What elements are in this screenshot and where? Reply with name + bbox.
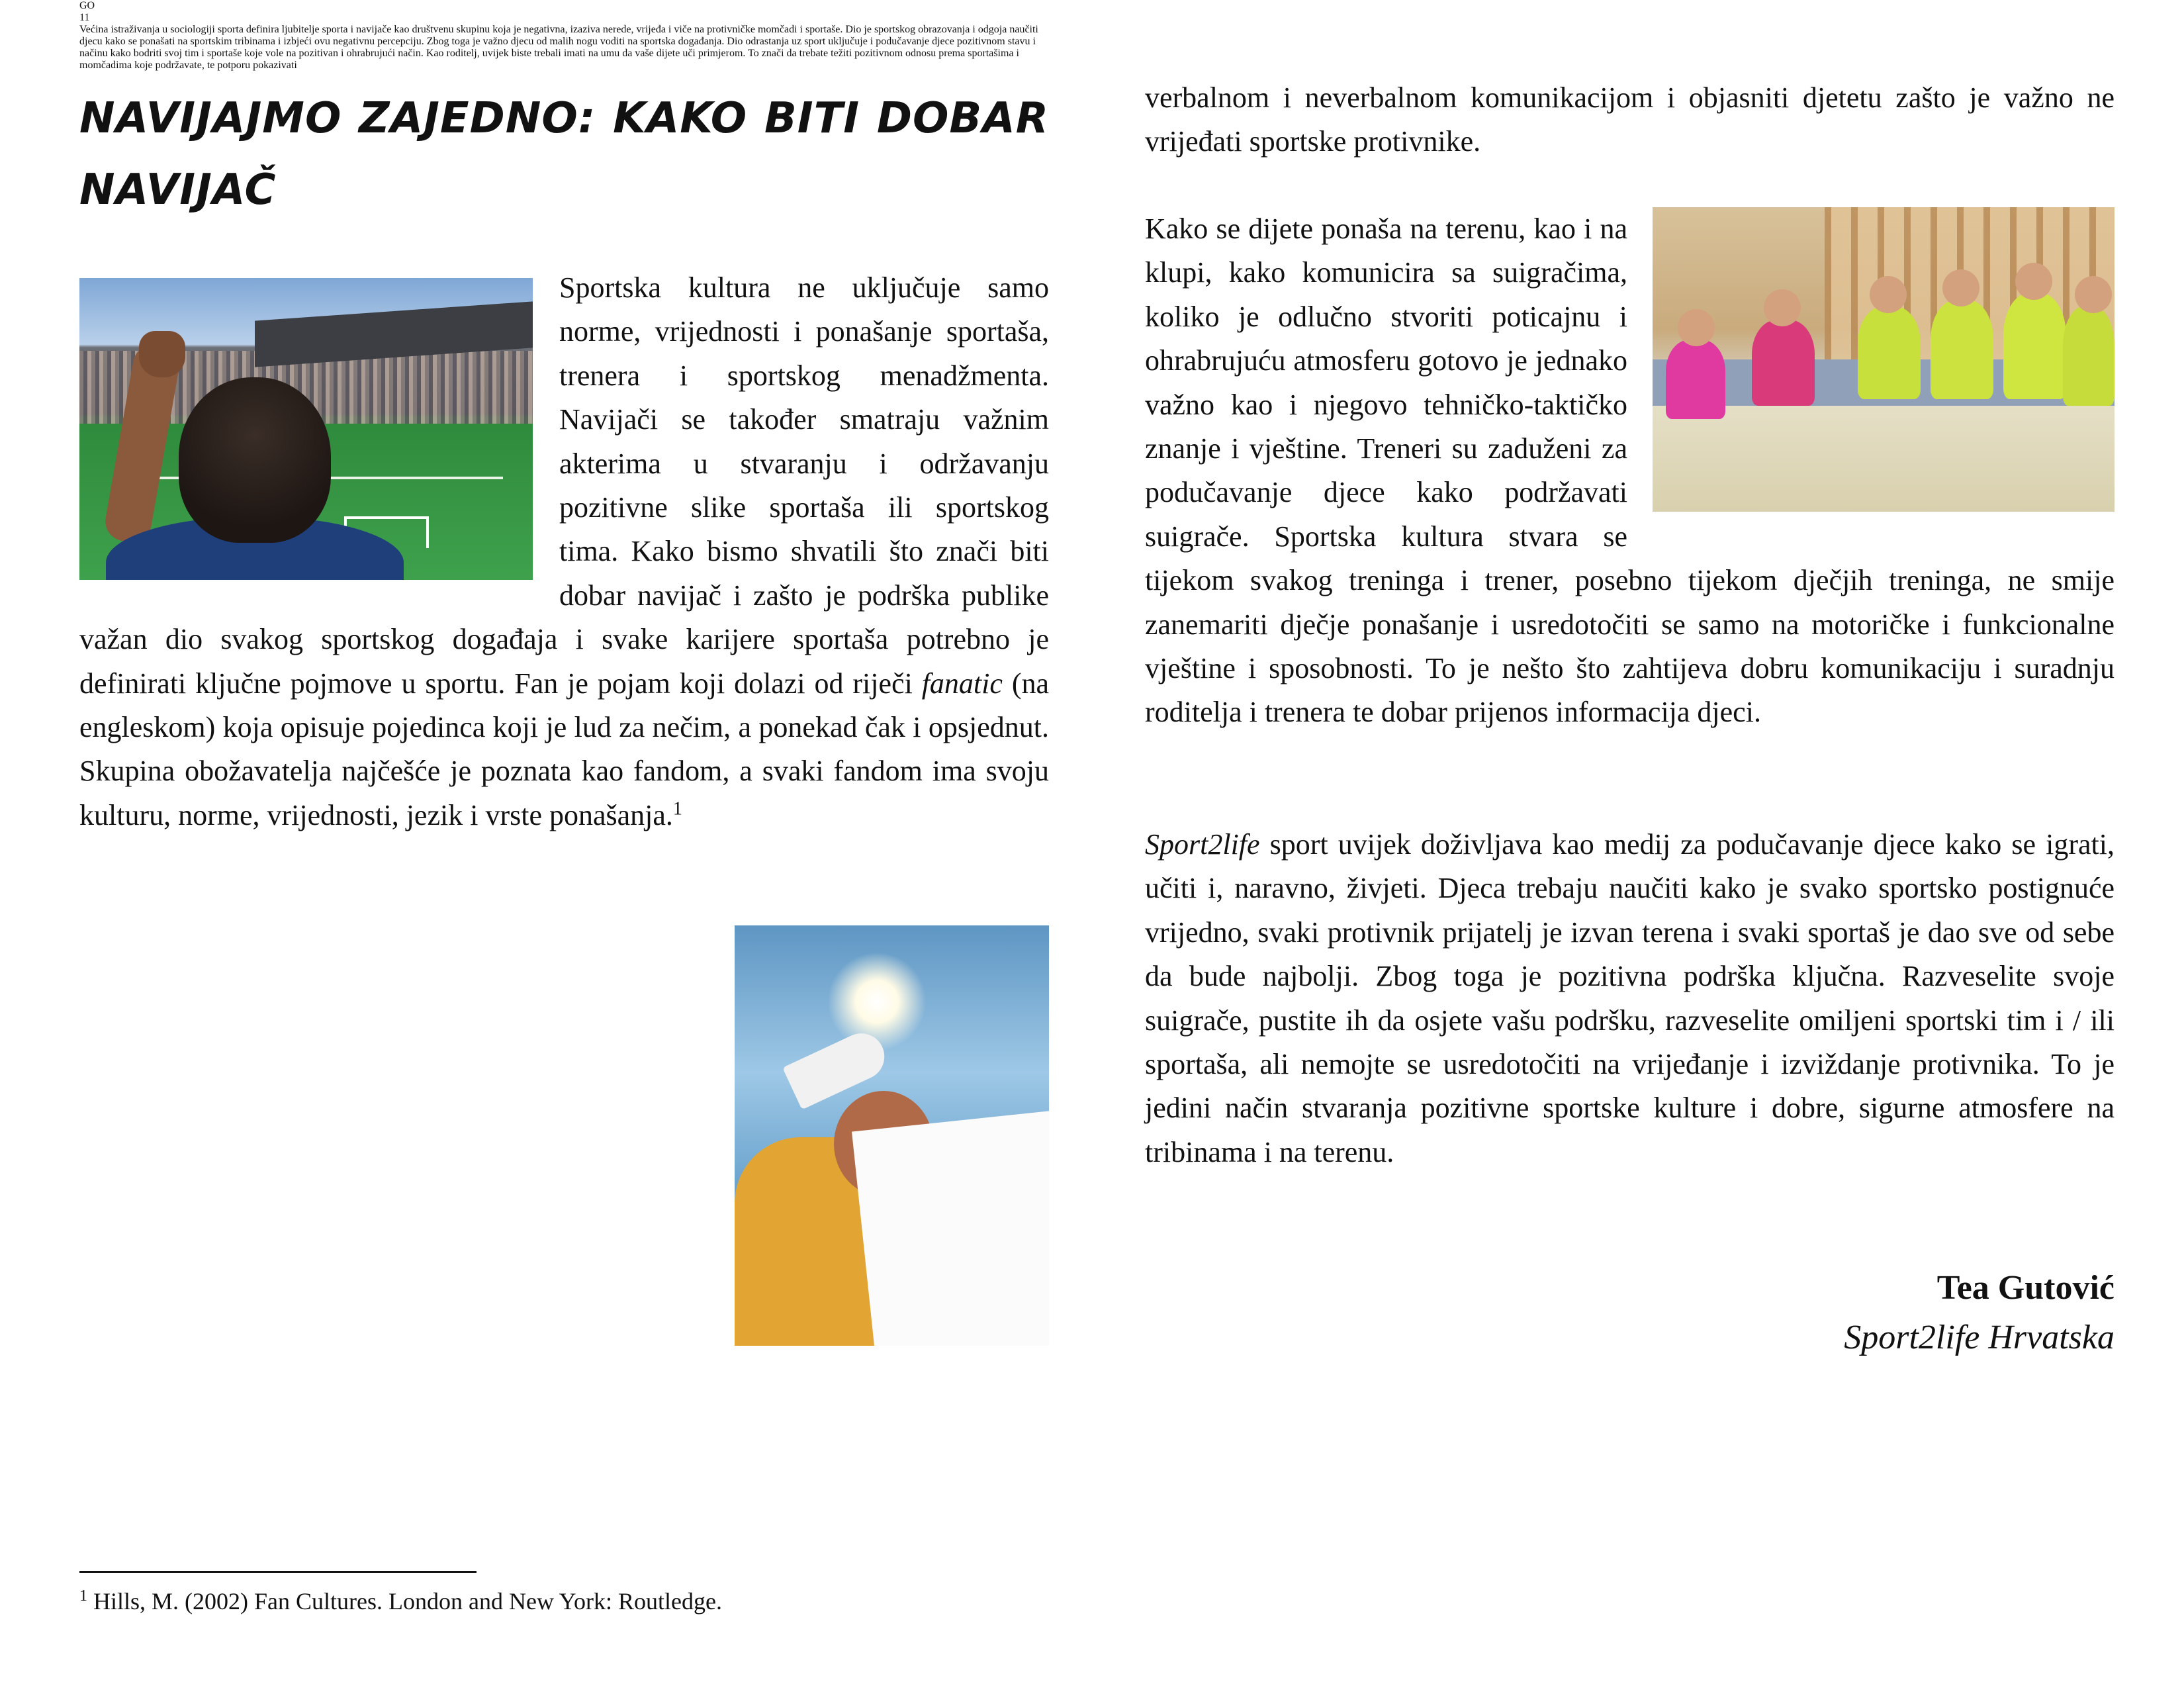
paragraph-sport2life (1145, 823, 2115, 1174)
paragraph-behaviour (1145, 207, 2115, 735)
sign-go-text: GO (79, 0, 95, 11)
sport2life-text: sport uvijek doživljava kao medij za podučavanje djece kako se igrati, učiti i, naravno, živjeti. Djeca trebaju naučiti kako je svako sportsko postignuće vrijedno, svaki protivnik prijatelj je izvan terena i svaki sportaš je dao sve od sebe da bude najbolji. Zbog toga je pozitivna podrška ključna. Razveselite svoje suigrače, pustite ih da osjete vašu podršku, razveselite omiljeni sportski tim i / ili sportaša, ali nemojte se usredotočiti na vrijeđanje i izviždanje protivnika. To je jedini način stvaranja pozitivne sportske kulture i dobre, sigurne atmosfere na tribinama i na terenu. (1145, 828, 2115, 1168)
footnote-divider (79, 1571, 477, 1573)
article-title: NAVIJAJMO ZAJEDNO: KAKO BITI DOBAR NAVIJAČ (79, 94, 1049, 214)
kid-pink (1666, 340, 1725, 419)
author-name: Tea Gutović (1936, 1269, 2115, 1307)
intro-text-part2: (na engleskom) koja opisuje pojedinca koji je lud za nečim, a ponekad čak i opsjednut. Skupina obožavatelja najčešće je poznata kao fandom, a svaki fandom ima svoju kulturu, norme, vrijednosti, jezik i vrste ponašanja. (79, 667, 1049, 831)
kid-green-3 (2003, 293, 2066, 399)
intro-text-part1: Sportska kultura ne uključuje samo norme, vrijednosti i ponašanje sportaša, trenera i sportskog menadžmenta. Navijači se također smatraju važnim akterima u stvaranju i održavanju pozitivne slike sportaša ili sportskog tima. Kako bismo shvatili što znači biti dobar navijač i zašto je podrška publike važan dio svakog sportskog događaja i svake karijere sportaša potrebno je definirati ključne pojmove u sportu. Fan je pojam koji dolazi od riječi (79, 271, 1049, 700)
footnote (79, 1585, 1072, 1617)
kids-team-image (1653, 207, 2115, 512)
footnote-reference[interactable]: 1 (672, 798, 682, 820)
kid-magenta (1752, 320, 1815, 406)
paragraph-intro (79, 266, 1049, 837)
kid-green-1 (1858, 306, 1921, 399)
left-column (79, 0, 1049, 831)
kid-green-4 (2063, 306, 2115, 406)
stadium-fan-image (79, 278, 533, 580)
footnote-mark: 1 (79, 1587, 87, 1605)
sport2life-term: Sport2life (1145, 828, 1260, 861)
footnote-text: Hills, M. (2002) Fan Cultures. London and New York: Routledge. (93, 1588, 722, 1615)
paragraph-continuation: verbalnom i neverbalnom komunikacijom i objasniti djetetu zašto je važno ne vrijeđati sportske protivnike. (1145, 81, 2115, 158)
paragraph-research (79, 925, 1049, 1359)
sign-number: 11 (79, 12, 90, 23)
kid-green-2 (1931, 300, 1993, 399)
go-sign (852, 1111, 1049, 1346)
fanatic-term: fanatic (921, 667, 1003, 700)
cheering-fans-image (735, 925, 1049, 1346)
behaviour-text: Kako se dijete ponaša na terenu, kao i na klupi, kako komunicira sa suigračima, koliko je odlučno stvoriti poticajnu i ohrabrujuću atmosferu gotovo je jednako važno kao i njegovo tehničko-taktičko znanje i vještine. Treneri su zaduženi za podučavanje djece kako podržavati suigrače. Sportska kultura stvara se tijekom svakog treninga i trener, posebno tijekom dječjih treninga, ne smije zanemariti dječje ponašanje i usredotočiti se samo na motoričke i funkcionalne vještine i sposobnosti. To je nešto što zahtijeva dobru komunikaciju i suradnju roditelja i trenera te dobar prijenos informacija djeci. (1145, 212, 2115, 729)
sun-glare (827, 952, 927, 1051)
gym-floor (1653, 406, 2115, 512)
fan-head (179, 377, 331, 543)
raised-fist (139, 331, 185, 377)
author-organization: Sport2life Hrvatska (1844, 1319, 2115, 1356)
research-text: Većina istraživanja u sociologiji sporta definira ljubitelje sporta i navijače kao društvenu skupinu koja je negativna, izaziva nerede, vrijeđa i viče na protivničke momčadi i sportaše. Dio je sportskog obrazovanja i odgoja naučiti djecu kako se ponašati na sportskim tribinama i izbjeći ovu negativnu percepciju. Zbog toga je važno djecu od malih nogu voditi na sportska događanja. Dio odrastanja uz sport uključuje i podučavanje djece pozitivnom stavu i načinu kako bodriti svoj tim i sportaše koje vole na pozitivan i ohrabrujući način. Kao roditelj, uvijek biste trebali imati na umu da vaše dijete uči primjerom. To znači da trebate težiti pozitivnom odnosu prema sportašima i momčadima koje podržavate, te potporu pokazivati (79, 24, 1038, 71)
